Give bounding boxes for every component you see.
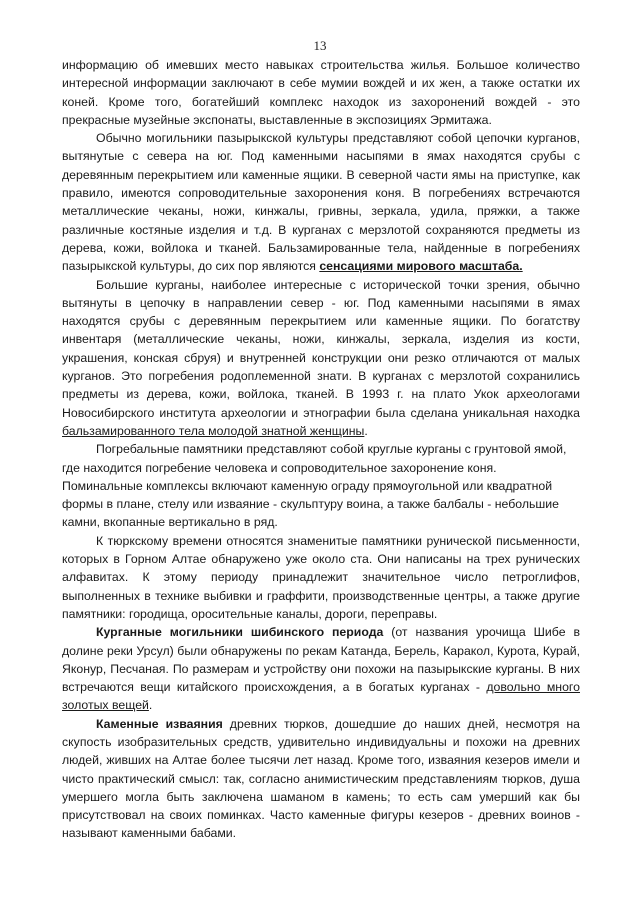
paragraph-pazyryk-burials [62,129,580,275]
paragraph-large-kurgans [62,276,580,441]
paragraph-text-end: . [364,423,368,438]
paragraph-continuation: информацию об имевших место навыках строительства жилья. Большое количество интересной информации заключают в себе мумии вождей и их жен, а также остатки их коней. Кроме того, богатейший комплекс находок из захоронений вождей - это прекрасные музейные экспонаты, выставленные в экспозициях Эрмитажа. [62,58,580,127]
paragraph-text: древних тюрков, дошедшие до наших дней, несмотря на скупость изобразительных средств, удивительно индивидуальны и похожи на древних людей, живших на Алтае более тысячи лет назад. Кроме того, изваяния кезеров имели и чисто практический смысл: так, согласно анимистическим представлениям тюрков, душа умершего могла быть заключена шаманом в камень; то есть сам умерший как бы присутствовал на своих поминках. Часто каменные фигуры кезеров - древних воинов - называют каменными бабами. [62,716,580,841]
link-embalmed-woman[interactable]: бальзамированного тела молодой знатной женщины [62,423,365,438]
page-number: 13 [313,38,327,53]
term-shibe-kurgans: Курганные могильники шибинского периода [96,625,384,640]
link-world-sensations[interactable]: сенсациями мирового масштаба. [319,259,523,274]
paragraph-text: (от названия урочища Шибе в долине реки Урсул) были обнаружены по рекам Катанда, Берель, Каракол, Курота, Курай, Яконур, Песчаная. По размерам и устройству они похожи на пазырыкские курганы. В них встречаются вещи китайского происхождения, а в богатых курганах - [62,625,580,695]
term-stone-statues: Каменные изваяния [96,716,223,731]
paragraph-turkic-period: К тюркскому времени относятся знаменитые памятники рунической письменности, которых в Горном Алтае обнаружено уже около ста. Они написаны на трех рунических алфавитах. К этому периоду принадлежит значительное число петроглифов, выполненных в технике выбивки и граффити, производственные центры, а также другие памятники: городища, оросительные каналы, дороги, переправы. [62,533,580,621]
paragraph-funeral-monuments: Погребальные памятники представляют собой круглые курганы с грунтовой ямой, где находится погребение человека и сопроводительное захоронение коня. Поминальные комплексы включают каменную ограду прямоугольной или квадратной формы в плане, стелу или изваяние - скульптуру воина, а также балбалы - небольшие камни, вкопанные вертикально в ряд. [62,442,567,530]
document-body [62,56,580,843]
paragraph-stone-statues [62,715,580,843]
paragraph-shibe-period [62,623,580,714]
paragraph-text: Обычно могильники пазырыкской культуры представляют собой цепочки курганов, вытянутые с севера на юг. Под каменными насыпями в ямах находятся срубы с деревянным перекрытием или каменные ящики. В северной части ямы на приступке, как правило, имеются сопроводительные захоронения коня. В погребениях встречаются металлические чеканы, ножи, кинжалы, гривны, зеркала, удила, пряжки, а также различные костяные изделия и т.д. В курганах с мерзлотой сохраняются предметы из дерева, кожи, войлока и тканей. Бальзамированные тела, найденные в погребениях пазырыкской культуры, до сих пор являются [62,131,580,274]
link-gold-items[interactable]: довольно много золотых вещей [62,680,580,713]
paragraph-text: Большие курганы, наиболее интересные с исторической точки зрения, обычно вытянуты в цепочку в направлении север - юг. Под каменными насыпями в ямах находятся срубы с деревянным перекрытием или каменные ящики. По богатству инвентаря (металлические чеканы, ножи, кинжалы, зеркала, изделия из кости, украшения, конская сбруя) и внутренней конструкции они резко отличаются от малых курганов. Это погребения родоплеменной знати. В курганах с мерзлотой сохранились предметы из дерева, кожи, войлока, тканей. В 1993 г. на плато Укок археологами Новосибирского института археологии и этнографии была сделана уникальная находка [62,277,580,420]
paragraph-text-end: . [148,698,153,713]
